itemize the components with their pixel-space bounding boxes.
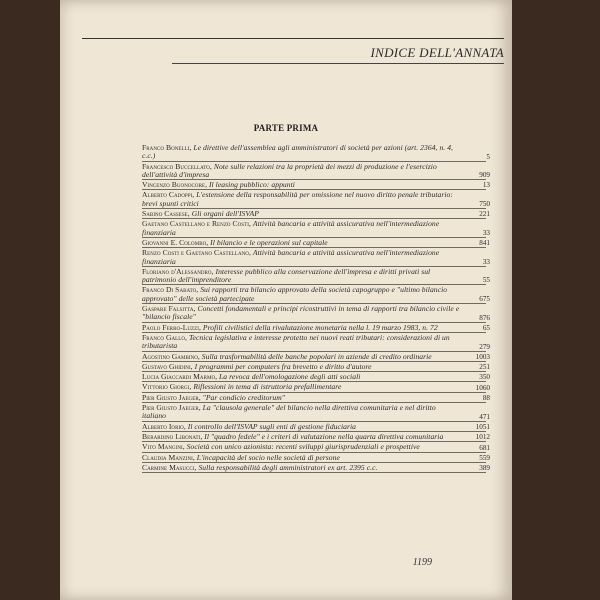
entry-text	[142, 239, 490, 247]
entry-text	[142, 443, 490, 451]
entry-title: La revoca dell'omologazione degli atti sociali	[219, 372, 361, 382]
entry-page-number: 88	[482, 394, 490, 403]
entry-author: Floriano d'Alessandro,	[142, 266, 214, 276]
entry-text	[142, 464, 490, 472]
entry-text	[142, 210, 490, 218]
entry-title: Le direttive dell'assemblea agli amministratori di società per azioni (art. 2364, n. 4, c.c.)	[142, 143, 453, 161]
entry-page-number: 559	[479, 453, 490, 462]
entry-page-number: 5	[486, 152, 490, 161]
entry-text	[142, 363, 490, 371]
header-rule	[172, 63, 504, 64]
entry-text	[142, 268, 490, 285]
index-entry	[142, 181, 490, 190]
entry-author: Francesco Buccellato,	[142, 161, 212, 171]
entry-text	[142, 286, 490, 303]
entry-title: Tecnica legislativa e interesse protetto nei nuovi reati tributari: considerazioni di un tributarista	[142, 332, 450, 351]
header-title: INDICE DELL'ANNATA	[370, 45, 504, 60]
entry-page-number: 675	[479, 295, 490, 304]
book-page	[60, 0, 512, 600]
entry-text	[142, 249, 490, 266]
index-entry	[142, 249, 490, 267]
entry-author: Pier Giusto Jaeger,	[142, 392, 201, 402]
index-entry	[142, 144, 490, 162]
entry-title: Sulla responsabilità degli amministratori ex art. 2395 c.c.	[198, 462, 378, 472]
entry-page-number: 65	[482, 323, 490, 332]
index-entry	[142, 363, 490, 372]
entry-page-number: 1012	[475, 433, 490, 442]
entry-page-number: 33	[482, 257, 490, 266]
entry-title: Concetti fondamentali e principi ricostruttivi in tema di rapporti tra bilancio civile e "bilancio fiscale"	[142, 304, 460, 322]
entry-author: Gaspare Falsitta,	[142, 304, 196, 314]
entry-author: Carmine Masucci,	[142, 462, 197, 472]
index-entry	[142, 394, 490, 403]
entry-page-number: 350	[479, 373, 490, 382]
entry-page-number: 221	[479, 210, 490, 219]
entry-author: Franco Bonelli,	[142, 143, 192, 152]
entry-page-number: 279	[479, 342, 490, 351]
index-entry	[142, 353, 490, 362]
entry-author: Sabino Cassese,	[142, 209, 190, 219]
entry-title: "Par condicio creditorum"	[202, 392, 286, 402]
entry-page-number: 1060	[475, 383, 490, 392]
entry-author: Giovanni E. Colombo,	[142, 237, 209, 247]
entry-title: Attività bancaria e attività assicurativa nell'intermediazione finanziaria	[142, 248, 440, 266]
entry-title: Sulla trasformabilità delle banche popolari in aziende di credito ordinarie	[201, 351, 432, 361]
entry-author: Renzo Costi e Gaetano Castellano,	[142, 248, 251, 258]
index-entry	[142, 305, 490, 323]
entry-title: Attività bancaria e attività assicurativa nell'intermediazione finanziaria	[142, 219, 440, 237]
entry-title: Sui rapporti tra bilancio approvato della società capogruppo e "ultimo bilancio approvato" delle società partecipate	[142, 285, 448, 303]
entry-text	[142, 454, 490, 462]
index-entry	[142, 268, 490, 286]
entry-text	[142, 433, 490, 441]
entry-author: Franco Gallo,	[142, 332, 187, 342]
entry-title: L'estensione della responsabilità per omissione nel nuovo diritto penale tributario: brevi spunti critici	[142, 190, 453, 208]
entry-title: La "clausola generale" del bilancio nella direttiva comunitaria e nel diritto italiano	[142, 403, 436, 421]
index-entries	[142, 144, 490, 474]
index-entry	[142, 404, 490, 422]
index-entry	[142, 210, 490, 219]
index-entry	[142, 191, 490, 209]
entry-title: Interesse pubblico alla conservazione dell'impresa e diritti privati sul patrimonio dell'imprenditore	[142, 266, 431, 285]
entry-page-number: 13	[482, 181, 490, 190]
index-entry	[142, 220, 490, 238]
entry-page-number: 389	[479, 464, 490, 473]
index-entry	[142, 423, 490, 432]
entry-title: Note sulle relazioni tra la proprietà dei mezzi di produzione e l'esercizio dell'attività d'impresa	[142, 161, 437, 179]
section-heading: PARTE PRIMA	[253, 123, 319, 133]
entry-title: Il bilancio e le operazioni sul capitale	[210, 237, 328, 247]
entry-text	[142, 305, 490, 322]
index-entry	[142, 454, 490, 463]
entry-title: L'incapacità del socio nelle società di persone	[196, 452, 340, 462]
entry-author: Berardino Libonati,	[142, 431, 203, 441]
entry-page-number: 471	[479, 412, 490, 421]
entry-leader-line	[142, 472, 486, 473]
entry-text	[142, 353, 490, 361]
entry-author: Gustavo Ghidini,	[142, 361, 193, 371]
entry-author: Alberto Cadoppi,	[142, 190, 195, 200]
entry-title: Il controllo dell'ISVAP sugli enti di gestione fiduciaria	[187, 421, 356, 431]
index-entry	[142, 443, 490, 452]
entry-page-number: 1003	[475, 352, 490, 361]
entry-title: Il leasing pubblico: appunti	[208, 180, 295, 190]
entry-text	[142, 334, 490, 351]
entry-title: Profili civilistici della rivalutazione monetaria nella l. 19 marzo 1983, n. 72	[202, 322, 438, 332]
entry-author: Vittorio Giorgi,	[142, 382, 192, 392]
index-entry	[142, 163, 490, 181]
entry-text	[142, 423, 490, 431]
entry-text	[142, 181, 490, 189]
entry-page-number: 876	[479, 313, 490, 322]
entry-text	[142, 191, 490, 208]
index-entry	[142, 373, 490, 382]
entry-title: Gli organi dell'ISVAP	[191, 209, 259, 219]
entry-author: Alberto Iorio,	[142, 421, 186, 431]
entry-page-number: 1051	[475, 422, 490, 431]
page-number: 1199	[412, 557, 432, 568]
index-entry	[142, 239, 490, 248]
entry-page-number: 55	[482, 276, 490, 285]
index-entry	[142, 334, 490, 352]
entry-page-number: 681	[479, 443, 490, 452]
entry-author: Vincenzo Buonocore,	[142, 180, 208, 190]
entry-title: Società con unico azionista: recenti sviluppi giurisprudenziali e prospettive	[186, 442, 420, 452]
entry-author: Agostino Gambino,	[142, 351, 200, 361]
entry-title: Riflessioni in tema di istruttoria prefallimentare	[193, 382, 342, 392]
entry-text	[142, 383, 490, 391]
entry-page-number: 251	[479, 363, 490, 372]
entry-author: Paolo Ferro-Luzzi,	[142, 322, 201, 332]
entry-author: Claudia Manzini,	[142, 452, 195, 462]
entry-text	[142, 163, 490, 180]
entry-text	[142, 220, 490, 237]
entry-title: I programmi per computers fra brevetto e diritto d'autore	[194, 361, 372, 371]
index-entry	[142, 286, 490, 304]
entry-text	[142, 394, 490, 402]
entry-author: Lucia Giaccardi Marmo,	[142, 372, 218, 382]
entry-text	[142, 144, 490, 161]
entry-page-number: 33	[482, 228, 490, 237]
index-entry	[142, 324, 490, 333]
entry-title: Il "quadro fedele" e i criteri di valutazione nella quarta direttiva comunitaria	[204, 431, 444, 441]
entry-text	[142, 324, 490, 332]
entry-page-number: 841	[479, 239, 490, 248]
page-header	[82, 38, 504, 60]
index-entry	[142, 383, 490, 392]
entry-text	[142, 404, 490, 421]
entry-author: Pier Giusto Jaeger,	[142, 403, 201, 413]
entry-page-number: 909	[479, 171, 490, 180]
entry-author: Gaetano Castellano e Renzo Costi,	[142, 219, 251, 229]
index-entry	[142, 464, 490, 473]
entry-author: Franco Di Sabato,	[142, 285, 199, 295]
entry-page-number: 750	[479, 200, 490, 209]
entry-author: Vito Mangini,	[142, 442, 185, 452]
index-entry	[142, 433, 490, 442]
entry-text	[142, 373, 490, 381]
